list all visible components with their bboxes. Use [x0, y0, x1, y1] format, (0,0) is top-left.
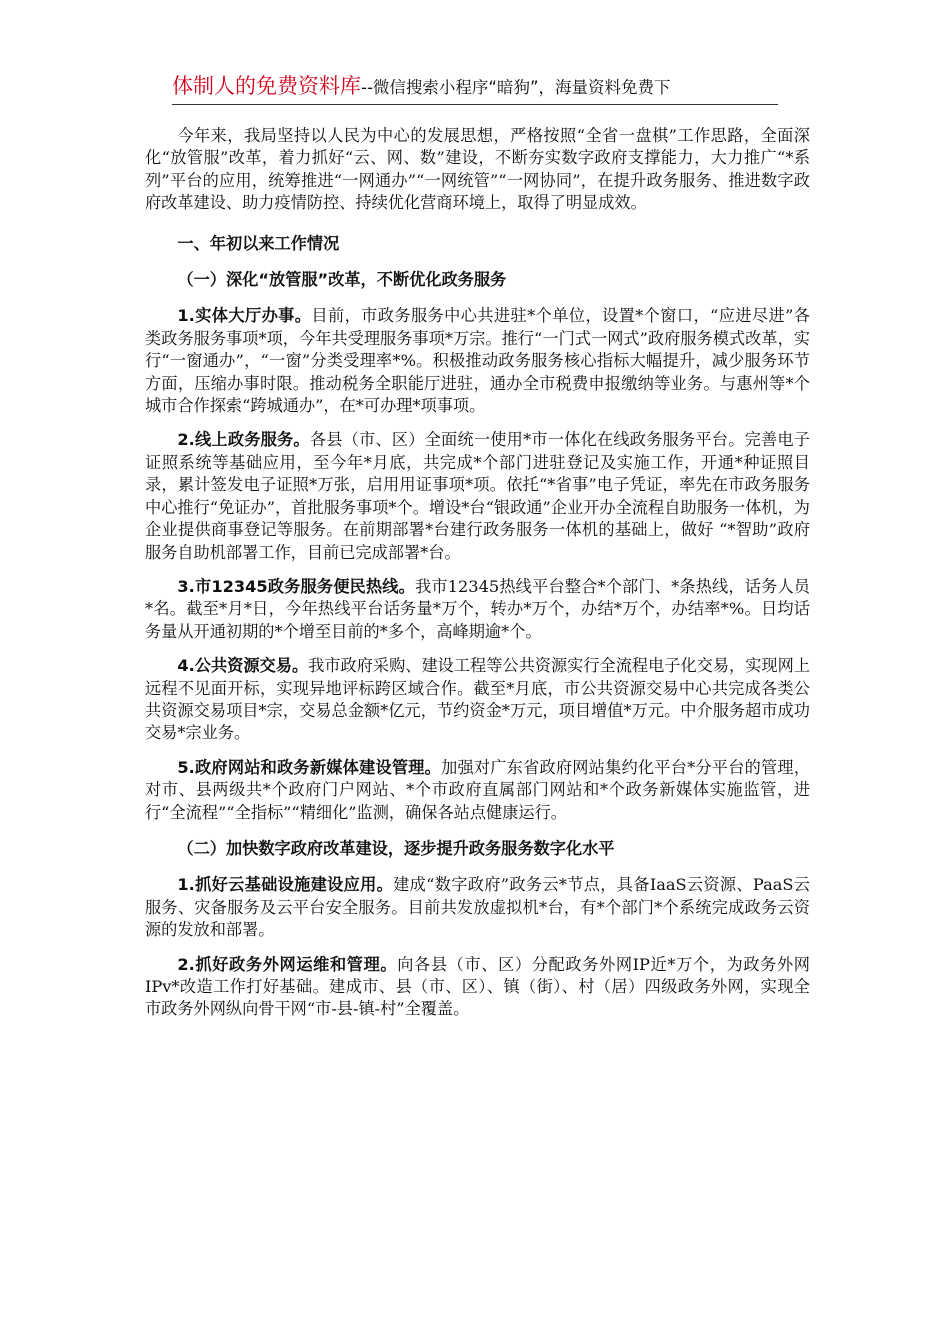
header-tagline: --微信搜索小程序“暗狗”，海量资料免费下: [361, 78, 671, 97]
page-header: [172, 70, 778, 105]
section-heading-1: 一、年初以来工作情况: [177, 233, 340, 253]
item-text: 目前，市政务服务中心共进驻*个单位，设置*个窗口，“应进尽进”各类政务服务事项*项，今年共受理服务事项*万宗。推行“一门式一网式”政府服务模式改革，实行“一窗通办”，“一窗”分类受理率*%。积极推动政务服务核心指标大幅提升，减少服务环节方面，压缩办事时限。推动税务全职能厅进驻，通办全市税费申报缴纳等业务。与惠州等*个城市合作探索“跨城通办”，在*可办理*项事项。: [145, 306, 810, 416]
item-text: 我市12345热线平台整合*个部门、*条热线，话务人员*名。截至*月*日，今年热线平台话务量*万个，转办*万个，办结*万个，办结率*%。日均话务量从开通初期的*个增至目前的*多个，高峰期逾*个。: [145, 576, 810, 641]
item-paragraph: [145, 954, 810, 1021]
item-lead: 2.抓好政务外网运维和管理。: [177, 954, 398, 974]
item-paragraph: [145, 655, 810, 745]
item-lead: 2.线上政务服务。: [177, 430, 310, 450]
header-brand: 体制人的免费资料库: [172, 74, 361, 98]
item-lead: 5.政府网站和政务新媒体建设管理。: [177, 757, 442, 777]
item-text: 向各县（市、区）分配政务外网IP近*万个，为政务外网IPv*改造工作打好基础。建成市、县（市、区）、镇（街）、村（居）四级政务外网，实现全市政务外网纵向骨干网“市-县-镇-村”全覆盖。: [145, 954, 810, 1019]
item-text: 各县（市、区）全面统一使用*市一体化在线政务服务平台。完善电子证照系统等基础应用，至今年*月底，共完成*个部门进驻登记及实施工作，开通*种证照目录，累计签发电子证照*万张，启用用证事项*项。依托“*省事”电子凭证，率先在市政务服务中心推行“免证办”，首批服务事项*个。增设*台“银政通”企业开办全流程自助服务一体机，为企业提供商事登记等服务。在前期部署*台建行政务服务一体机的基础上，做好 “*智助”政府服务自助机部署工作，目前已完成部署*台。: [145, 430, 810, 562]
document-body: [145, 125, 810, 1021]
item-text: 建成“数字政府”政务云*节点，具备IaaS云资源、PaaS云服务、灾备服务及云平台安全服务。目前共发放虚拟机*台，有*个部门*个系统完成政务云资源的发放和部署。: [145, 875, 810, 940]
item-paragraph: [145, 757, 810, 824]
item-lead: 3.市12345政务服务便民热线。: [177, 576, 415, 596]
item-paragraph: [145, 429, 810, 563]
item-lead: 4.公共资源交易。: [177, 656, 309, 676]
item-text: 加强对广东省政府网站集约化平台*分平台的管理，对市、县两级共*个政府门户网站、*个市政府直属部门网站和*个政务新媒体实施监管，进行“全流程”“全指标”“精细化”监测，确保各站点健康运行。: [145, 757, 811, 822]
subsection-heading-2: （二）加快数字政府改革建设，逐步提升政务服务数字化水平: [177, 838, 615, 858]
item-paragraph: [145, 874, 810, 941]
item-text: 我市政府采购、建设工程等公共资源实行全流程电子化交易，实现网上远程不见面开标，实现异地评标跨区域合作。截至*月底，市公共资源交易中心共完成各类公共资源交易项目*宗，交易总金额*亿元，节约资金*万元，项目增值*万元。中介服务超市成功交易*宗业务。: [145, 656, 811, 743]
intro-paragraph: 今年来，我局坚持以人民为中心的发展思想，严格按照“全省一盘棋”工作思路，全面深化“放管服”改革，着力抓好“云、网、数”建设，不断夯实数字政府支撑能力，大力推广“*系列”平台的应用，统筹推进“一网通办”“一网统管”“一网协同”，在提升政务服务、推进数字政府改革建设、助力疫情防控、持续优化营商环境上，取得了明显成效。: [145, 126, 810, 213]
subsection-heading-1: （一）深化“放管服”改革，不断优化政务服务: [177, 270, 507, 290]
item-lead: 1.抓好云基础设施建设应用。: [177, 875, 394, 895]
item-paragraph: [145, 576, 810, 643]
item-lead: 1.实体大厅办事。: [177, 306, 312, 326]
item-paragraph: [145, 305, 810, 417]
